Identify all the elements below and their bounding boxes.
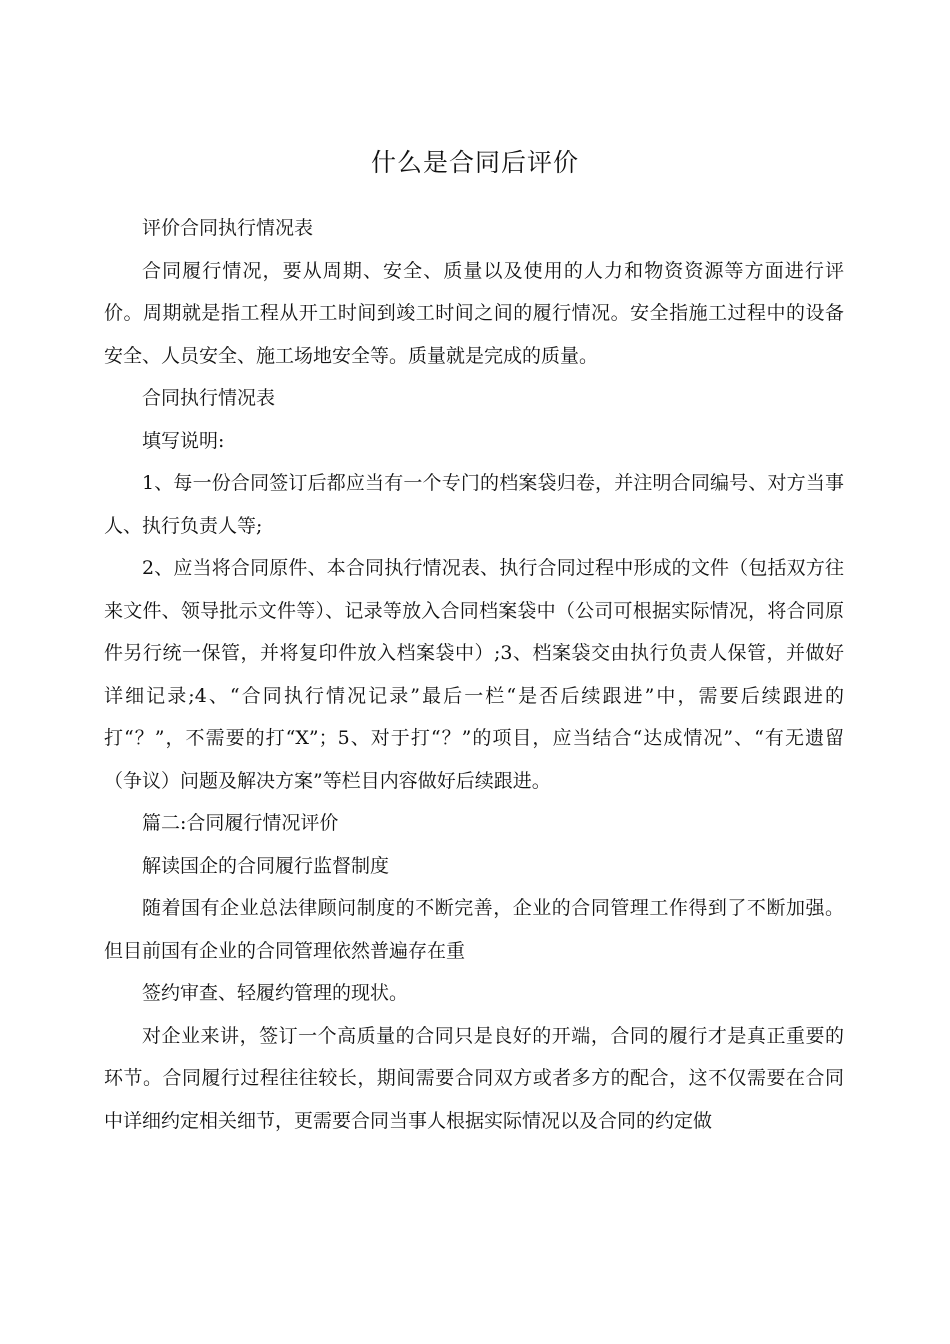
paragraph: 填写说明:	[142, 429, 225, 452]
document-title: 什么是合同后评价	[370, 148, 579, 177]
paragraph: 合同执行情况表	[142, 387, 276, 409]
paragraph: 2、应当将合同原件、本合同执行情况表、执行合同过程中形成的文件（包括双方往来文件、领导批示文件等）、记录等放入合同档案袋中（公司可根据实际情况，将合同原件另行统一保管，并将复印件放入档案袋中）;3、档案袋交由执行负责人保管，并做好详细记录;4、“合同执行情况记录”最后一栏“是否后续跟进”中，需要后续跟进的打“？”，不需要的打“X”；5、对于打“？”的项目，应当结合“达成情况”、“有无遗留（争议）问题及解决方案”等栏目内容做好后续跟进。	[104, 557, 844, 792]
paragraph: 对企业来讲，签订一个高质量的合同只是良好的开端，合同的履行才是真正重要的环节。合同履行过程往往较长，期间需要合同双方或者多方的配合，这不仅需要在合同中详细约定相关细节，更需要合同当事人根据实际情况以及合同的约定做	[104, 1024, 844, 1132]
paragraph: 篇二:合同履行情况评价	[142, 812, 339, 834]
paragraph: 1、每一份合同签订后都应当有一个专门的档案袋归卷，并注明合同编号、对方当事人、执行负责人等;	[104, 472, 844, 537]
paragraph: 评价合同执行情况表	[142, 217, 314, 239]
paragraph: 签约审查、轻履约管理的现状。	[142, 982, 409, 1004]
paragraph: 解读国企的合同履行监督制度	[142, 854, 390, 877]
paragraph: 合同履行情况，要从周期、安全、质量以及使用的人力和物资资源等方面进行评价。周期就是指工程从开工时间到竣工时间之间的履行情况。安全指施工过程中的设备安全、人员安全、施工场地安全等。质量就是完成的质量。	[104, 259, 844, 367]
document-body	[104, 207, 844, 1142]
paragraph: 随着国有企业总法律顾问制度的不断完善，企业的合同管理工作得到了不断加强。但目前国有企业的合同管理依然普遍存在重	[104, 897, 844, 962]
